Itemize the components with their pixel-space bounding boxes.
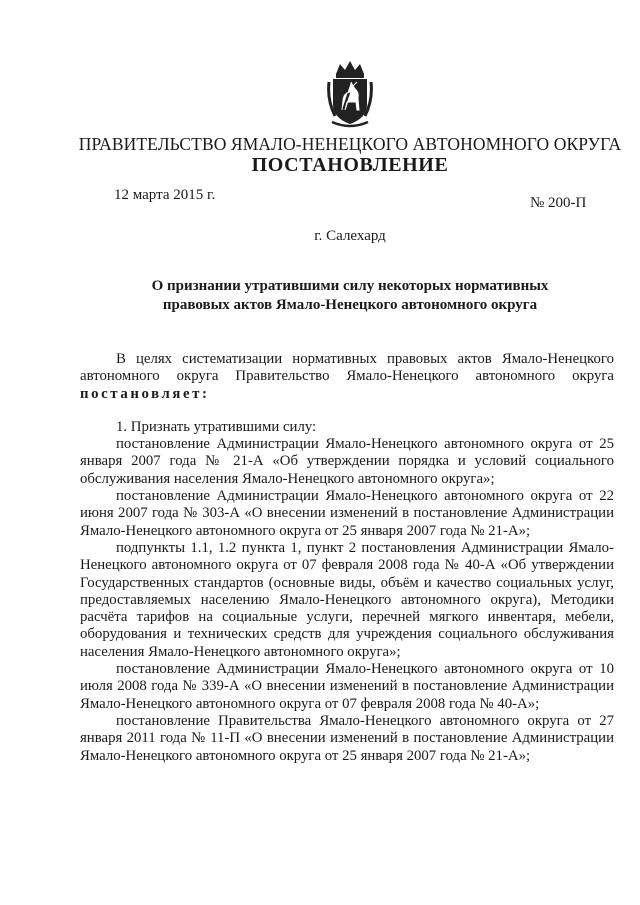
document-title: О признании утратившими силу некоторых нормативных правовых актов Ямало-Ненецкого автономного округа: [151, 278, 549, 313]
paragraph-item-2: постановление Администрации Ямало-Ненецкого автономного округа от 25 января 2007 года № 21-А «Об утверждении порядка и условий социального обслуживания населения Ямало-Ненецкого автономного округа»;: [80, 436, 614, 487]
paragraph-item-4: подпункты 1.1, 1.2 пункта 1, пункт 2 постановления Администрации Ямало-Ненецкого автономного округа от 07 февраля 2008 года № 40-А «Об утверждении Государственных стандартов (основные виды, объём и качество социальных услуг, предоставляемых населению Ямало-Ненецкого автономного округа), Методики расчёта тарифов на социальные услуги, перечней мягкого инвентаря, мебели, оборудования и технических средств для учреждения социального обслуживания населения Ямало-Ненецкого автономного округа»;: [80, 539, 614, 660]
document-body: [80, 351, 614, 765]
paragraph-item-5: постановление Администрации Ямало-Ненецкого автономного округа от 10 июля 2008 года № 339-А «О внесении изменений в постановление Администрации Ямало-Ненецкого автономного округа от 07 февраля 2008 года № 40-А»;: [80, 661, 614, 712]
city: г. Салехард: [314, 228, 386, 244]
yanao-coat-of-arms-icon: [326, 60, 374, 130]
preamble-text: В целях систематизации нормативных правовых актов Ямало-Ненецкого автономного округа Правительство Ямало-Ненецкого автономного округа: [80, 351, 614, 385]
paragraph-item-6: постановление Правительства Ямало-Ненецкого автономного округа от 27 января 2011 года № 11-П «О внесении изменений в постановление Администрации Ямало-Ненецкого автономного округа от 25 января 2007 года № 21-А»;: [80, 712, 614, 764]
document-date: 12 марта 2015 г.: [114, 187, 216, 203]
preamble: [80, 351, 614, 403]
paragraph-item-1: 1. Признать утратившими силу:: [116, 418, 317, 435]
government-name: ПРАВИТЕЛЬСТВО ЯМАЛО-НЕНЕЦКОГО АВТОНОМНОГО ОКРУГА: [78, 134, 622, 154]
paragraph-item-3: постановление Администрации Ямало-Ненецкого автономного округа от 22 июня 2007 года № 303-А «О внесении изменений в постановление Администрации Ямало-Ненецкого автономного округа от 25 января 2007 года № 21-А»;: [80, 488, 614, 539]
preamble-keyword: постановляет:: [80, 385, 210, 402]
document-type: ПОСТАНОВЛЕНИЕ: [251, 154, 449, 176]
document-number: № 200-П: [530, 195, 587, 211]
